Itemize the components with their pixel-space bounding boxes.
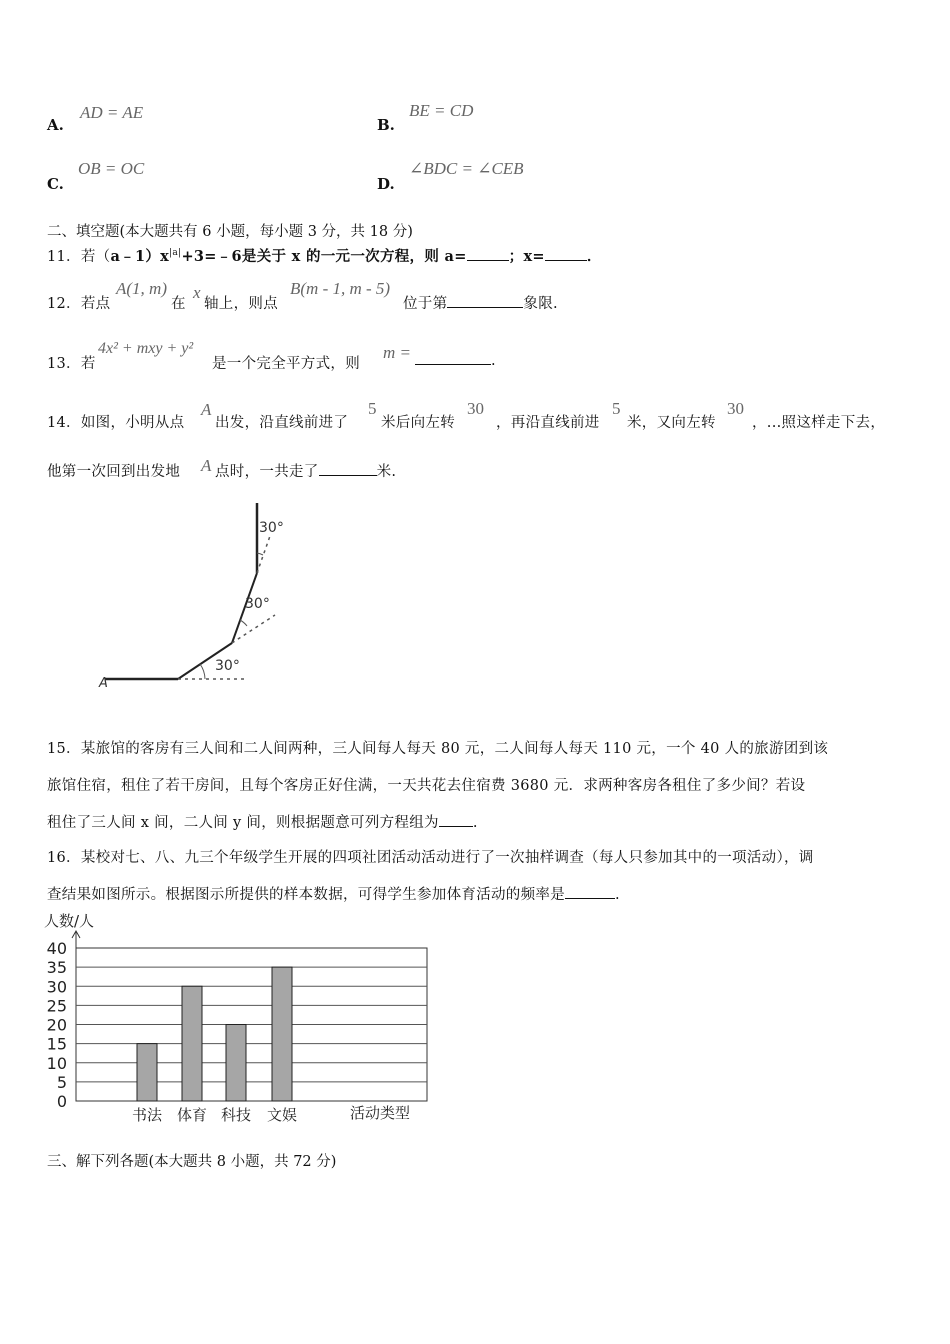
question-12 — [47, 292, 110, 313]
x-axis-label: 活动类型 — [349, 1104, 411, 1122]
q13-text: 是一个完全平方式，则 — [212, 356, 360, 372]
angle-label-1: 30° — [215, 658, 240, 674]
y-tick-label: 30 — [46, 977, 67, 997]
q12-point-b: B(m - 1, m - 5) — [290, 279, 391, 298]
x-category-label: 文娱 — [266, 1106, 298, 1124]
bar — [226, 1025, 246, 1102]
option-d-expression: ∠BDC = ∠CEB — [409, 159, 524, 178]
q12-position-text: 位于第 — [403, 296, 448, 312]
q11-number: 11．若（ — [47, 249, 111, 265]
q13-m: m = — [383, 343, 411, 362]
q11-end: ． — [586, 248, 602, 265]
q12-blank — [447, 295, 523, 308]
angle-label-3: 30° — [259, 520, 284, 536]
q16-end: . — [615, 887, 620, 903]
q14-point-a: A — [201, 400, 212, 419]
section-3-title: 三、解下列各题(本大题共 8 小题，共 72 分) — [47, 1154, 337, 1170]
q12-number: 12．若点 — [47, 296, 111, 312]
start-point-label: A — [99, 676, 108, 691]
q13-answer — [415, 352, 496, 369]
q11-separator: ；x= — [508, 248, 545, 265]
x-category-label: 体育 — [176, 1106, 208, 1124]
q14-five-1: 5 — [368, 399, 377, 418]
q12-middle: 轴上，则点 — [204, 296, 278, 312]
q14-line1-e: 米，又向左转 — [627, 415, 716, 431]
q12-point-a: A(1, m) — [116, 279, 167, 298]
y-tick-label: 20 — [46, 1015, 67, 1035]
q14-point-a-2: A — [201, 456, 212, 475]
option-a-label: A. — [47, 116, 64, 134]
q14-line1-d: ，再沿直线前进 — [496, 415, 600, 431]
q14-line1-a: 14．如图，小明从点 — [47, 415, 185, 431]
bar — [182, 986, 202, 1101]
q15-end: . — [472, 815, 478, 831]
angle-arc-1 — [200, 664, 205, 679]
question-11 — [47, 245, 602, 266]
q15-line1: 15．某旅馆的客房有三人间和二人间两种，三人间每人每天 80 元，二人间每人每天 110 元，一个 40 人的旅游团到该 — [47, 741, 829, 757]
q13-expression: 4x² + mxy + y² — [98, 340, 194, 357]
q14-line1-c: 米后向左转 — [381, 415, 455, 431]
q15-line2: 旅馆住宿，租住了若干房间，且每个客房正好住满，一天共花去住宿费 3680 元．求两种客房各租住了多少间？若设 — [47, 778, 806, 794]
q12-on: 在 — [171, 296, 186, 312]
section-2-title: 二、填空题(本大题共有 6 小题，每小题 3 分，共 18 分) — [47, 224, 413, 240]
q15-line3: 租住了三人间 x 间，二人间 y 间，则根据题意可列方程组为 — [47, 815, 439, 831]
y-tick-label: 0 — [56, 1092, 67, 1111]
q14-line2-c: 米. — [376, 464, 397, 480]
q11-blank-x — [545, 248, 587, 261]
q14-line2-b: 点时，一共走了 — [215, 464, 319, 480]
q12-axis: x — [193, 283, 201, 302]
option-b-label: B. — [377, 116, 395, 134]
q14-thirty-2: 30 — [727, 399, 744, 418]
q14-path-figure — [95, 498, 305, 698]
q15-line3-wrap — [47, 811, 478, 832]
q13-end: . — [491, 353, 496, 369]
extension-dash-2 — [232, 615, 275, 643]
q11-superscript: |a| — [169, 248, 182, 259]
q11-blank-a — [467, 248, 509, 261]
angle-arc-2 — [240, 620, 247, 626]
y-axis-label: 人数/人 — [44, 912, 95, 930]
q11-expression-rest: +3=﹣6 — [181, 248, 242, 265]
angle-label-2: 30° — [245, 596, 270, 612]
q12-position — [403, 292, 558, 313]
x-category-label: 科技 — [220, 1106, 252, 1124]
q16-line2: 查结果如图所示。根据图示所提供的样本数据，可得学生参加体育活动的频率是 — [47, 887, 565, 903]
option-c-label: C. — [47, 175, 64, 193]
q14-thirty-1: 30 — [467, 399, 484, 418]
q13-blank — [415, 352, 491, 365]
extension-dash-3 — [257, 536, 270, 573]
y-tick-label: 35 — [46, 958, 67, 978]
y-tick-label: 5 — [56, 1072, 67, 1092]
y-tick-label: 25 — [46, 996, 67, 1016]
option-a-expression: AD = AE — [80, 103, 144, 122]
option-c-expression: OB = OC — [78, 159, 145, 178]
activity-bar-chart — [40, 908, 440, 1130]
y-tick-label: 15 — [46, 1034, 67, 1054]
q15-blank — [439, 814, 473, 827]
q14-line1-b: 出发，沿直线前进了 — [215, 415, 349, 431]
x-category-label: 书法 — [131, 1106, 163, 1124]
q16-line1: 16．某校对七、八、九三个年级学生开展的四项社团活动活动进行了一次抽样调查（每人只参加其中的一项活动），调 — [47, 850, 814, 866]
q14-five-2: 5 — [612, 399, 621, 418]
bar — [137, 1044, 157, 1101]
q12-end: 象限. — [523, 296, 558, 312]
q16-line2-wrap — [47, 883, 620, 904]
option-d-label: D. — [377, 175, 395, 193]
q14-line1-f: ，...照这样走下去， — [752, 415, 886, 431]
q16-blank — [565, 886, 615, 899]
q11-expression: a﹣1）x — [110, 248, 170, 265]
y-tick-label: 40 — [46, 939, 67, 958]
bar — [272, 967, 292, 1101]
option-b-expression: BE = CD — [409, 101, 474, 120]
q11-text: 是关于 x 的一元一次方程，则 a= — [241, 248, 467, 265]
y-tick-label: 10 — [46, 1053, 67, 1073]
q14-line2 — [215, 460, 396, 481]
q13-number: 13．若 — [47, 356, 96, 372]
q14-blank — [319, 463, 377, 476]
q14-line2-a: 他第一次回到出发地 — [47, 464, 181, 480]
